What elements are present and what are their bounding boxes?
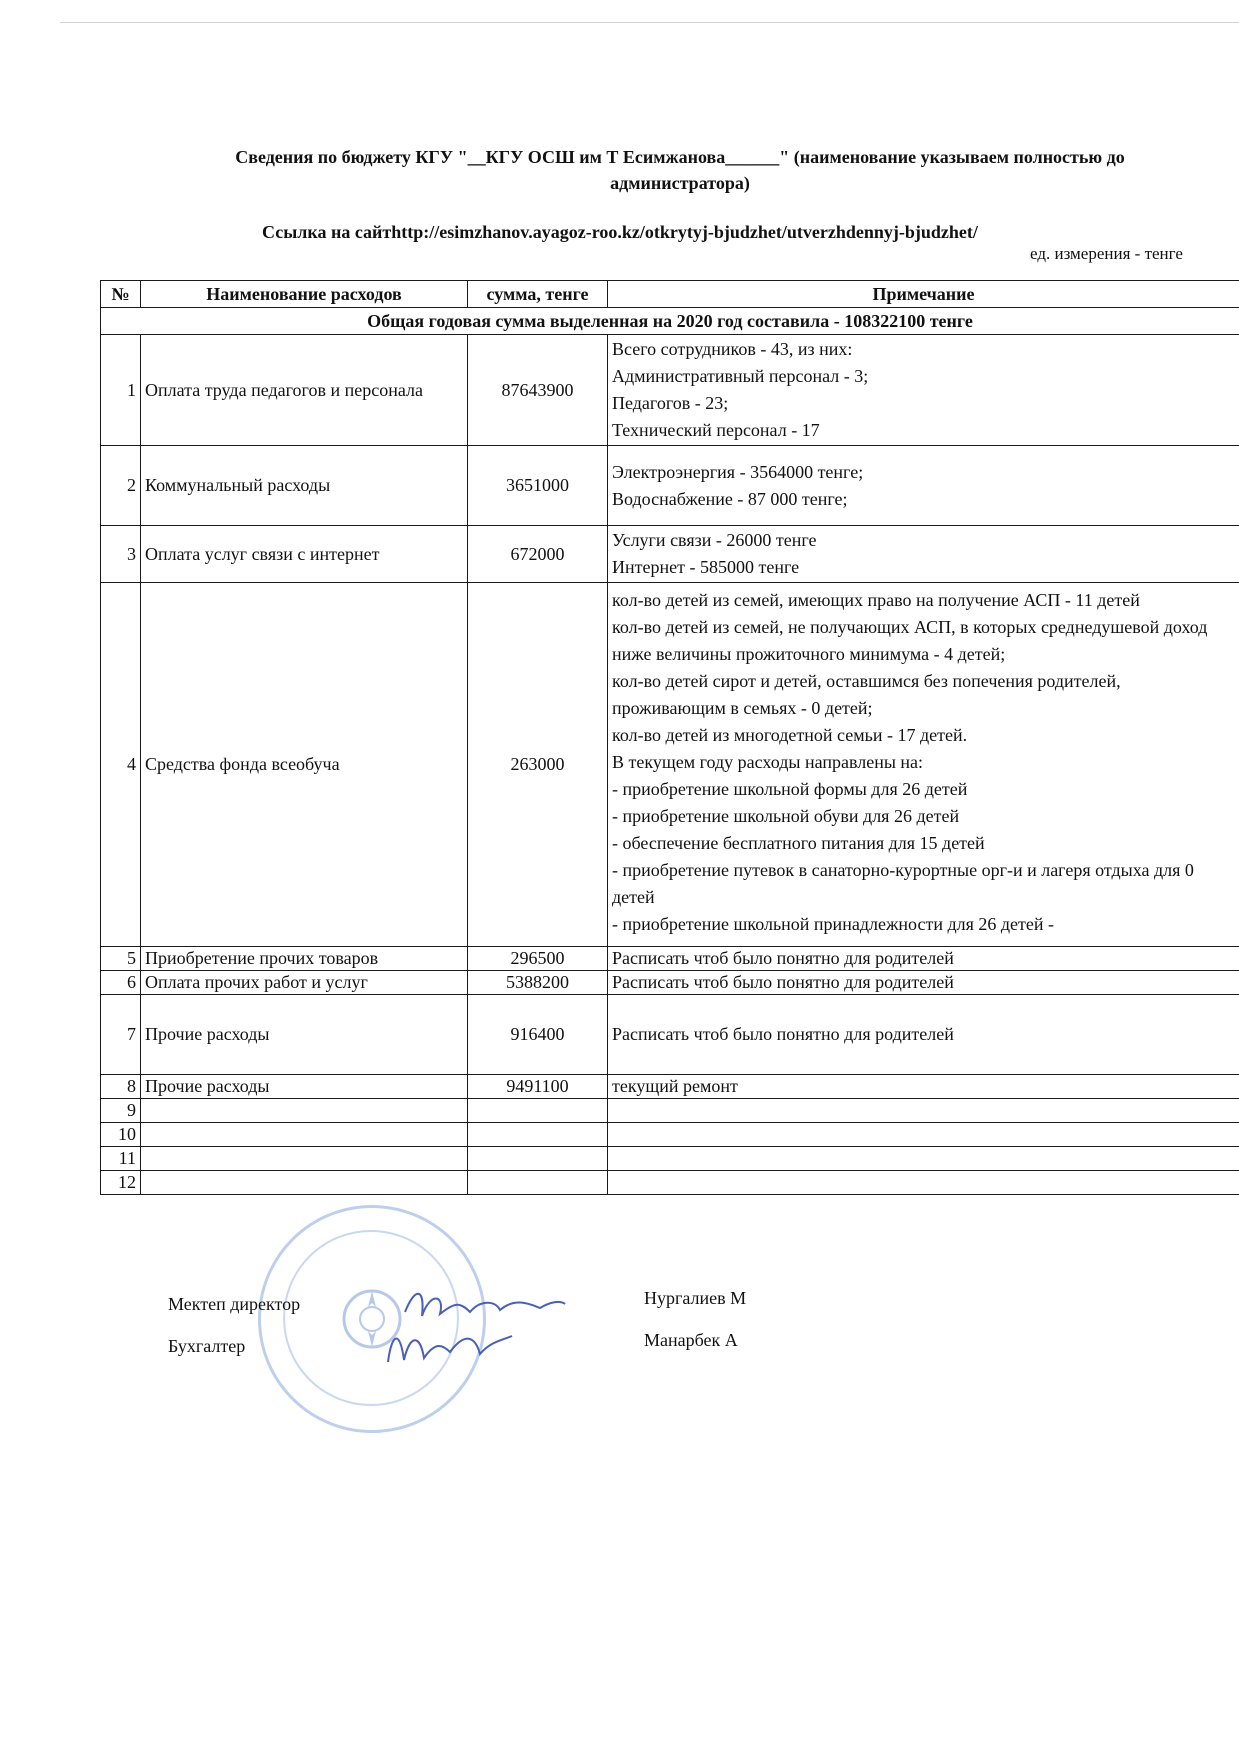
row-number: 8 xyxy=(101,1075,141,1099)
row-number: 2 xyxy=(101,446,141,526)
table-row xyxy=(101,526,1239,583)
row-number: 11 xyxy=(101,1147,141,1171)
row-number: 3 xyxy=(101,526,141,583)
row-number: 12 xyxy=(101,1171,141,1195)
note-line: - приобретение школьной обуви для 26 детей xyxy=(612,806,960,826)
note-line: Интернет - 585000 тенге xyxy=(612,557,800,577)
note-line: Технический персонал - 17 xyxy=(612,420,820,440)
row-sum xyxy=(468,1123,608,1147)
row-name: Оплата прочих работ и услуг xyxy=(141,971,468,995)
budget-table xyxy=(100,280,1239,1195)
row-sum: 87643900 xyxy=(468,335,608,446)
accountant-name: Манарбек А xyxy=(644,1330,738,1350)
row-name: Оплата услуг связи с интернет xyxy=(141,526,468,583)
note-line: Электроэнергия - 3564000 тенге; xyxy=(612,461,864,482)
table-row xyxy=(101,1123,1239,1147)
note-line: - приобретение путевок в санаторно-курортные орг-и и лагеря отдыха для 0 детей xyxy=(612,860,1194,907)
note-line: Педагогов - 23; xyxy=(612,393,729,413)
note-line: кол-во детей из семей, имеющих право на получение АСП - 11 детей xyxy=(612,590,1140,610)
row-name xyxy=(141,1123,468,1147)
header-sum: сумма, тенге xyxy=(468,281,608,308)
row-notes xyxy=(608,446,1239,526)
row-notes: Расписать чтоб было понятно для родителей xyxy=(608,947,1239,971)
note-line: кол-во детей из семей, не получающих АСП, в которых среднедушевой доход ниже величины прожиточного минимума - 4 детей; xyxy=(612,617,1208,664)
accountant-label: Бухгалтер xyxy=(168,1336,246,1356)
table-row xyxy=(101,947,1239,971)
row-name xyxy=(141,1099,468,1123)
row-number: 6 xyxy=(101,971,141,995)
note-line: - приобретение школьной принадлежности для 26 детей - xyxy=(612,914,1055,934)
table-header-row xyxy=(101,281,1239,308)
row-name xyxy=(141,1147,468,1171)
row-notes xyxy=(608,583,1239,947)
note-line: Административный персонал - 3; xyxy=(612,366,869,386)
note-line: В текущем году расходы направлены на: xyxy=(612,752,924,772)
director-label: Мектеп директор xyxy=(168,1294,301,1314)
row-name: Оплата труда педагогов и персонала xyxy=(141,335,468,446)
row-sum: 296500 xyxy=(468,947,608,971)
row-name: Средства фонда всеобуча xyxy=(141,583,468,947)
table-row xyxy=(101,995,1239,1075)
row-notes: Расписать чтоб было понятно для родителей xyxy=(608,995,1239,1075)
row-sum: 916400 xyxy=(468,995,608,1075)
row-sum: 672000 xyxy=(468,526,608,583)
table-row xyxy=(101,583,1239,947)
table-row xyxy=(101,335,1239,446)
row-number: 10 xyxy=(101,1123,141,1147)
row-name: Приобретение прочих товаров xyxy=(141,947,468,971)
note-line: кол-во детей из многодетной семьи - 17 детей. xyxy=(612,725,968,745)
site-link: Ссылка на сайтhttp://esimzhanov.ayagoz-roo.kz/otkrytyj-bjudzhet/utverzhdennyj-bjudzhet/ xyxy=(262,222,978,242)
document-title xyxy=(150,144,1210,196)
units-label: ед. измерения - тенге xyxy=(1030,244,1183,263)
note-line: Водоснабжение - 87 000 тенге; xyxy=(612,488,848,509)
row-name xyxy=(141,1171,468,1195)
table-row xyxy=(101,1075,1239,1099)
table-row xyxy=(101,971,1239,995)
director-name: Нургалиев М xyxy=(644,1288,747,1308)
row-number: 4 xyxy=(101,583,141,947)
row-name: Прочие расходы xyxy=(141,1075,468,1099)
table-row xyxy=(101,446,1239,526)
row-sum xyxy=(468,1147,608,1171)
header-name: Наименование расходов xyxy=(141,281,468,308)
note-line: кол-во детей сирот и детей, оставшимся без попечения родителей, проживающим в семьях - 0 детей; xyxy=(612,671,1121,718)
row-name: Прочие расходы xyxy=(141,995,468,1075)
row-sum: 263000 xyxy=(468,583,608,947)
total-row xyxy=(101,308,1239,335)
row-sum xyxy=(468,1171,608,1195)
accountant-signature xyxy=(380,1322,520,1372)
note-line: Всего сотрудников - 43, из них: xyxy=(612,339,853,359)
row-number: 5 xyxy=(101,947,141,971)
total-summary: Общая годовая сумма выделенная на 2020 год составила - 108322100 тенге xyxy=(101,308,1239,335)
row-number: 7 xyxy=(101,995,141,1075)
row-sum xyxy=(468,1099,608,1123)
row-sum: 3651000 xyxy=(468,446,608,526)
row-notes xyxy=(608,1099,1239,1123)
title-line-1: Сведения по бюджету КГУ "__КГУ ОСШ им Т Есимжанова______" (наименование указываем полностью до xyxy=(235,147,1125,167)
row-notes xyxy=(608,526,1239,583)
title-line-2: администратора) xyxy=(610,173,750,193)
row-notes xyxy=(608,335,1239,446)
table-row xyxy=(101,1099,1239,1123)
scan-top-line xyxy=(60,22,1239,23)
row-notes: текущий ремонт xyxy=(608,1075,1239,1099)
header-num: № xyxy=(101,281,141,308)
row-name: Коммунальный расходы xyxy=(141,446,468,526)
row-sum: 9491100 xyxy=(468,1075,608,1099)
note-line: Услуги связи - 26000 тенге xyxy=(612,530,817,550)
row-number: 1 xyxy=(101,335,141,446)
table-row xyxy=(101,1147,1239,1171)
row-notes xyxy=(608,1123,1239,1147)
note-line: - приобретение школьной формы для 26 детей xyxy=(612,779,968,799)
row-notes xyxy=(608,1147,1239,1171)
row-sum: 5388200 xyxy=(468,971,608,995)
row-number: 9 xyxy=(101,1099,141,1123)
row-notes xyxy=(608,1171,1239,1195)
row-notes: Расписать чтоб было понятно для родителей xyxy=(608,971,1239,995)
note-line: - обеспечение бесплатного питания для 15 детей xyxy=(612,833,985,853)
table-row xyxy=(101,1171,1239,1195)
header-note: Примечание xyxy=(608,281,1239,308)
